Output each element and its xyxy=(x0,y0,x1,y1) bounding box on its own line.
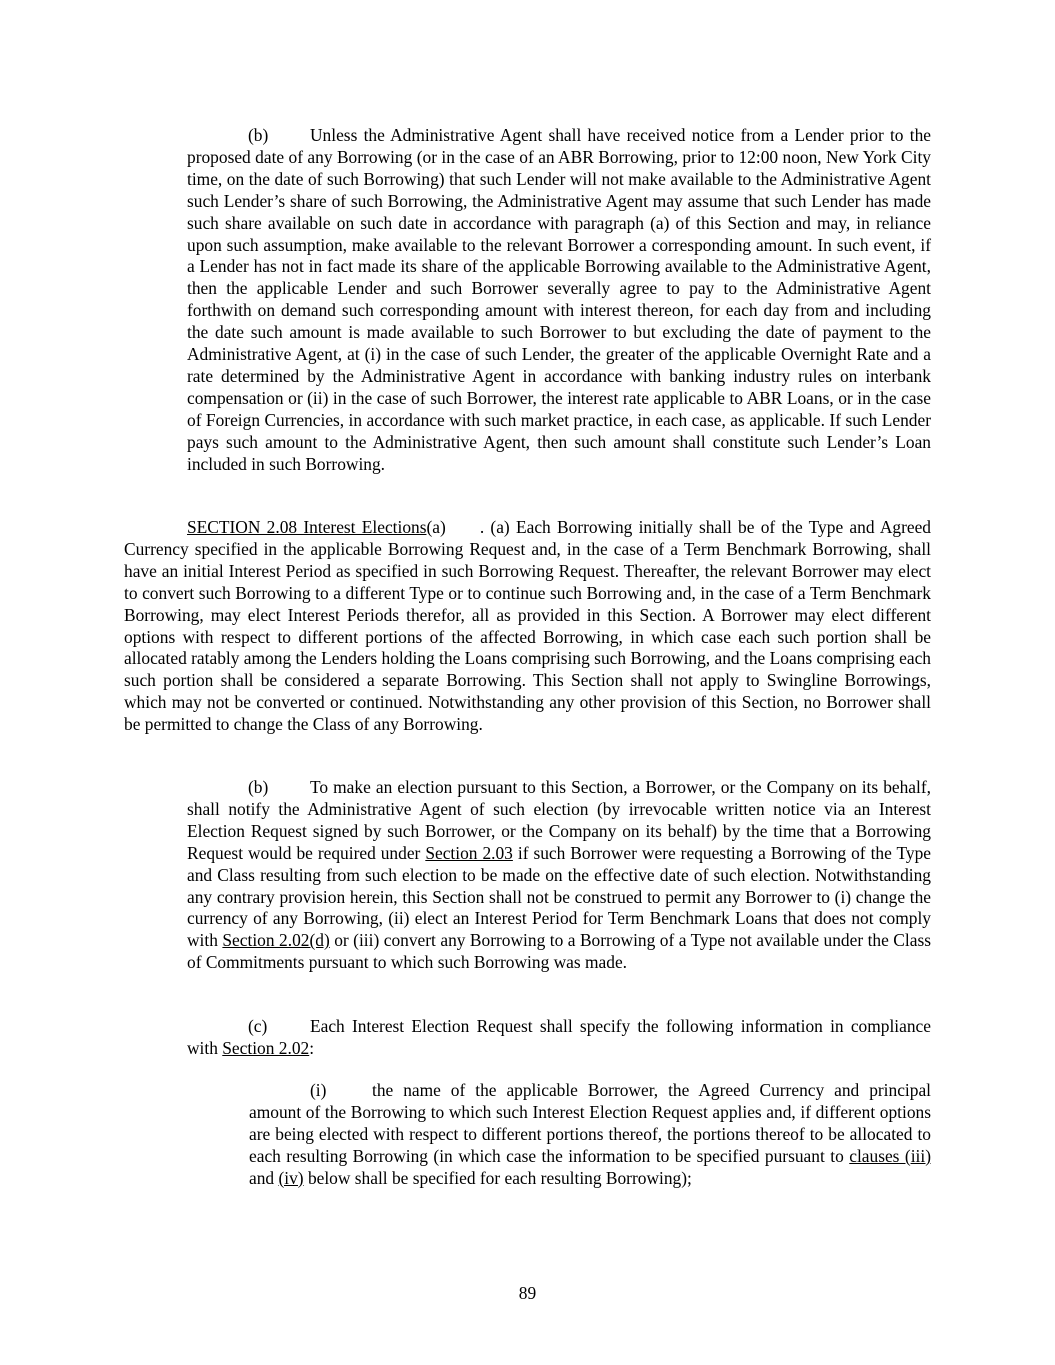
clause-text: and xyxy=(249,1167,279,1188)
paragraph-label: (b) xyxy=(248,777,269,797)
paragraph-b-election xyxy=(187,777,931,974)
paragraph-b-availability xyxy=(187,125,931,476)
paragraph-text: Unless the Administrative Agent shall have received notice from a Lender prior to the proposed date of any Borrowing (or in the case of an ABR Borrowing, prior to 12:00 noon, New York City time, on the date of such Borrowing) that such Lender will not make available to the Administrative Agent such Lender’s share of such Borrowing, the Administrative Agent may assume that such Lender has made such share available on such date in accordance with paragraph (a) of this Section and may, in reliance upon such assumption, make available to the relevant Borrower a corresponding amount. In such event, if a Lender has not in fact made its share of the applicable Borrowing available to the Administrative Agent, then the applicable Lender and such Borrower severally agree to pay to the Administrative Agent forthwith on demand such corresponding amount with interest thereon, for each day from and including the date such amount is made available to such Borrower to but excluding the date of payment to the Administrative Agent, at (i) in the case of such Lender, the greater of the applicable Overnight Rate and a rate determined by the Administrative Agent in accordance with banking industry rules on interbank compensation or (ii) in the case of such Borrower, the interest rate applicable to ABR Loans, or in the case of Foreign Currencies, in accordance with such market practice, in each case, as applicable. If such Lender pays such amount to the Administrative Agent, then such amount shall constitute such Lender’s Loan included in such Borrowing. xyxy=(187,125,931,474)
cross-reference-link: Section 2.02 xyxy=(222,1037,310,1058)
section-heading: SECTION 2.08 Interest Elections xyxy=(187,517,427,537)
cross-reference-link: (iv) xyxy=(278,1167,304,1188)
clause-label: (i) xyxy=(310,1080,327,1100)
cross-reference-link: clauses (iii) xyxy=(849,1145,931,1166)
paragraph-label: (c) xyxy=(248,1016,268,1036)
paragraph-text: or (iii) convert any Borrowing to a Borrowing of a Type not available under the Class of Commitments pursuant to which such Borrowing was made. xyxy=(187,930,931,973)
paragraph-text: if such Borrower were requesting a Borrowing of the Type and Class resulting from such election to be made on the effective date of such election. Notwithstanding any contrary provision herein, this Section shall not be construed to permit any Borrower to (i) change the currency of any Borrowing, (ii) elect an Interest Period for Term Benchmark Loans that does not comply with xyxy=(187,842,931,951)
paragraph-text: Each Interest Election Request shall specify the following information in compliance with xyxy=(187,1016,931,1058)
paragraph-text: To make an election pursuant to this Section, a Borrower, or the Company on its behalf, shall notify the Administrative Agent of such election (by irrevocable written notice via an Interest Election Request signed by such Borrower, or the Company on its behalf) by the time that a Borrowing Request would be required under xyxy=(187,777,931,863)
clause-text: the name of the applicable Borrower, the Agreed Currency and principal amount of the Borrowing to which such Interest Election Request applies and, if different options are being elected with respect to different portions thereof, the portions thereof to be allocated to each resulting Borrowing (in which case the information to be specified pursuant to xyxy=(249,1080,931,1166)
section-heading-suffix: (a) xyxy=(426,517,446,537)
page-number: 89 xyxy=(518,1283,537,1303)
cross-reference-link: Section 2.03 xyxy=(425,842,513,863)
cross-reference-link: Section 2.02(d) xyxy=(222,930,330,951)
clause-text: below shall be specified for each resulting Borrowing); xyxy=(303,1167,692,1188)
paragraph-label: (b) xyxy=(248,125,269,145)
section-text: . (a) Each Borrowing initially shall be of the Type and Agreed Currency specified in the applicable Borrowing Request and, in the case of a Term Benchmark Borrowing, shall have an initial Interest Period as specified in such Borrowing Request. Thereafter, the relevant Borrower may elect to convert such Borrowing to a different Type or to continue such Borrowing and, in the case of a Term Benchmark Borrowing, may elect Interest Periods therefor, all as provided in this Section. A Borrower may elect different options with respect to different portions of the affected Borrowing, in which case each such portion shall be allocated ratably among the Lenders holding the Loans comprising such Borrowing, and the Loans comprising each such portion shall be considered a separate Borrowing. This Section shall not apply to Swingline Borrowings, which may not be converted or continued. Notwithstanding any other provision of this Section, no Borrower shall be permitted to change the Class of any Borrowing. xyxy=(124,517,931,735)
paragraph-c xyxy=(187,1016,931,1060)
section-2-08 xyxy=(124,517,931,736)
clause-i xyxy=(249,1080,931,1190)
paragraph-text: : xyxy=(309,1037,315,1058)
